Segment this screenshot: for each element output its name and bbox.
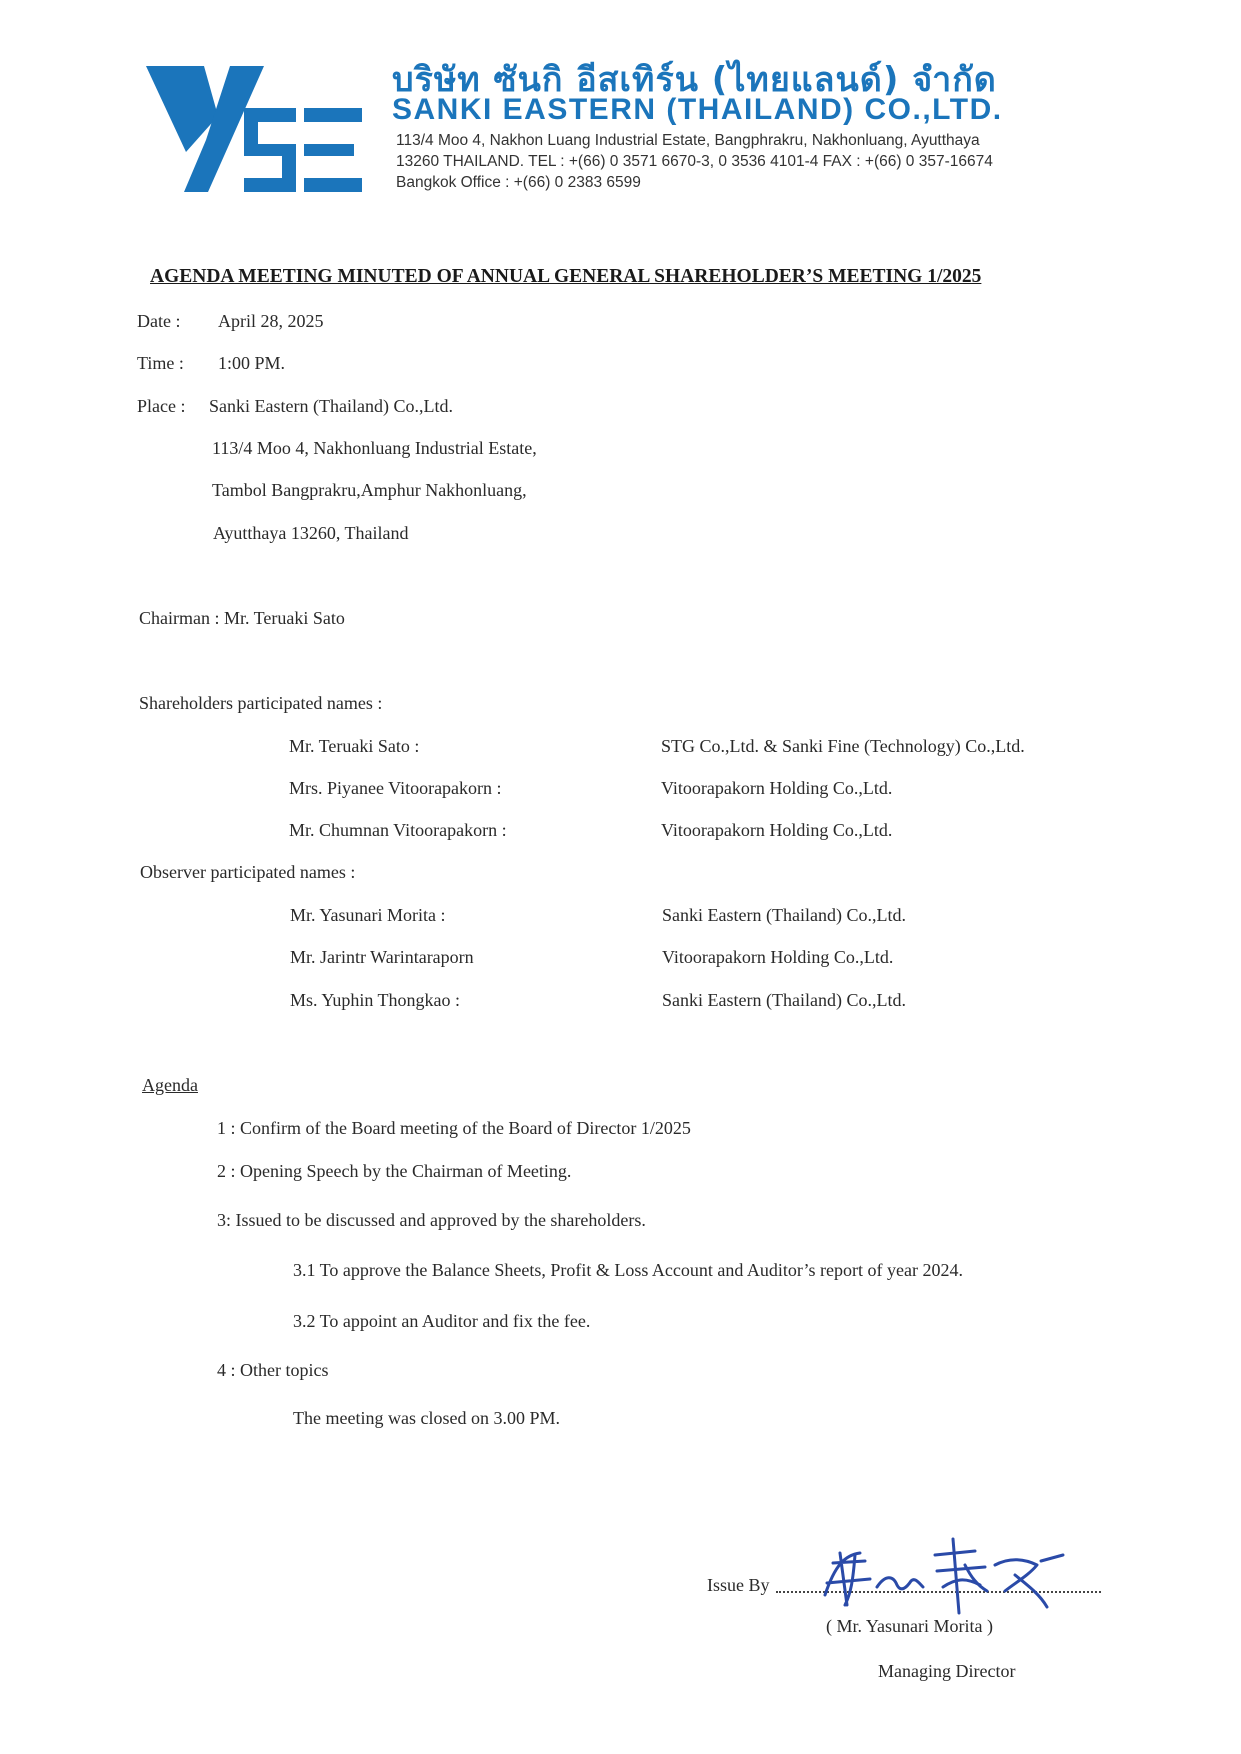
shareholder-name: Mr. Chumnan Vitoorapakorn : bbox=[289, 820, 507, 840]
agenda-item-2: 2 : Opening Speech by the Chairman of Meeting. bbox=[217, 1161, 572, 1181]
issue-by-label: Issue By bbox=[707, 1575, 770, 1595]
shareholder-name: Mrs. Piyanee Vitoorapakorn : bbox=[289, 778, 502, 798]
observer-company: Sanki Eastern (Thailand) Co.,Ltd. bbox=[662, 990, 906, 1010]
date-value: April 28, 2025 bbox=[218, 311, 324, 331]
signatory-name: ( Mr. Yasunari Morita ) bbox=[826, 1616, 993, 1636]
chairman-line: Chairman : Mr. Teruaki Sato bbox=[139, 608, 345, 628]
shareholder-company: Vitoorapakorn Holding Co.,Ltd. bbox=[661, 778, 893, 798]
date-label: Date : bbox=[137, 311, 181, 331]
shareholder-company: Vitoorapakorn Holding Co.,Ltd. bbox=[661, 820, 893, 840]
place-line: Tambol Bangprakru,Amphur Nakhonluang, bbox=[212, 480, 527, 500]
shareholder-company: STG Co.,Ltd. & Sanki Fine (Technology) Co.,Ltd. bbox=[661, 736, 1025, 756]
signatory-position: Managing Director bbox=[878, 1661, 1016, 1681]
document-title: AGENDA MEETING MINUTED OF ANNUAL GENERAL SHAREHOLDER’S MEETING 1/2025 bbox=[150, 266, 982, 287]
company-address-line-2: 13260 THAILAND. TEL : +(66) 0 3571 6670-3, 0 3536 4101-4 FAX : +(66) 0 357-16674 bbox=[396, 153, 993, 170]
observer-company: Vitoorapakorn Holding Co.,Ltd. bbox=[662, 947, 894, 967]
agenda-item-3: 3: Issued to be discussed and approved by the shareholders. bbox=[217, 1210, 646, 1230]
agenda-item-4: 4 : Other topics bbox=[217, 1360, 329, 1380]
shareholders-heading: Shareholders participated names : bbox=[139, 693, 383, 713]
place-line: Sanki Eastern (Thailand) Co.,Ltd. bbox=[209, 396, 453, 416]
company-logo bbox=[146, 64, 362, 196]
observer-company: Sanki Eastern (Thailand) Co.,Ltd. bbox=[662, 905, 906, 925]
company-address-line-3: Bangkok Office : +(66) 0 2383 6599 bbox=[396, 174, 641, 191]
place-line: 113/4 Moo 4, Nakhonluang Industrial Estate, bbox=[212, 438, 537, 458]
agenda-item-1: 1 : Confirm of the Board meeting of the Board of Director 1/2025 bbox=[217, 1118, 691, 1138]
observer-name: Ms. Yuphin Thongkao : bbox=[290, 990, 461, 1010]
observer-name: Mr. Jarintr Warintaraporn bbox=[290, 947, 474, 967]
agenda-item-3-2: 3.2 To appoint an Auditor and fix the fee. bbox=[293, 1311, 591, 1331]
handwritten-signature bbox=[815, 1535, 1075, 1615]
agenda-heading: Agenda bbox=[142, 1075, 198, 1095]
place-label: Place : bbox=[137, 396, 186, 416]
time-label: Time : bbox=[137, 353, 184, 373]
observer-name: Mr. Yasunari Morita : bbox=[290, 905, 446, 925]
meeting-closing-note: The meeting was closed on 3.00 PM. bbox=[293, 1408, 560, 1428]
company-name-english: SANKI EASTERN (THAILAND) CO.,LTD. bbox=[392, 93, 1003, 126]
place-line: Ayutthaya 13260, Thailand bbox=[213, 523, 409, 543]
agenda-item-3-1: 3.1 To approve the Balance Sheets, Profit & Loss Account and Auditor’s report of year 2024. bbox=[293, 1260, 963, 1280]
company-name-thai: บริษัท ซันกิ อีสเทิร์น (ไทยแลนด์) จำกัด bbox=[392, 60, 997, 100]
company-address-line-1: 113/4 Moo 4, Nakhon Luang Industrial Estate, Bangphrakru, Nakhonluang, Ayutthaya bbox=[396, 132, 980, 149]
shareholder-name: Mr. Teruaki Sato : bbox=[289, 736, 420, 756]
time-value: 1:00 PM. bbox=[218, 353, 286, 373]
observers-heading: Observer participated names : bbox=[140, 862, 356, 882]
